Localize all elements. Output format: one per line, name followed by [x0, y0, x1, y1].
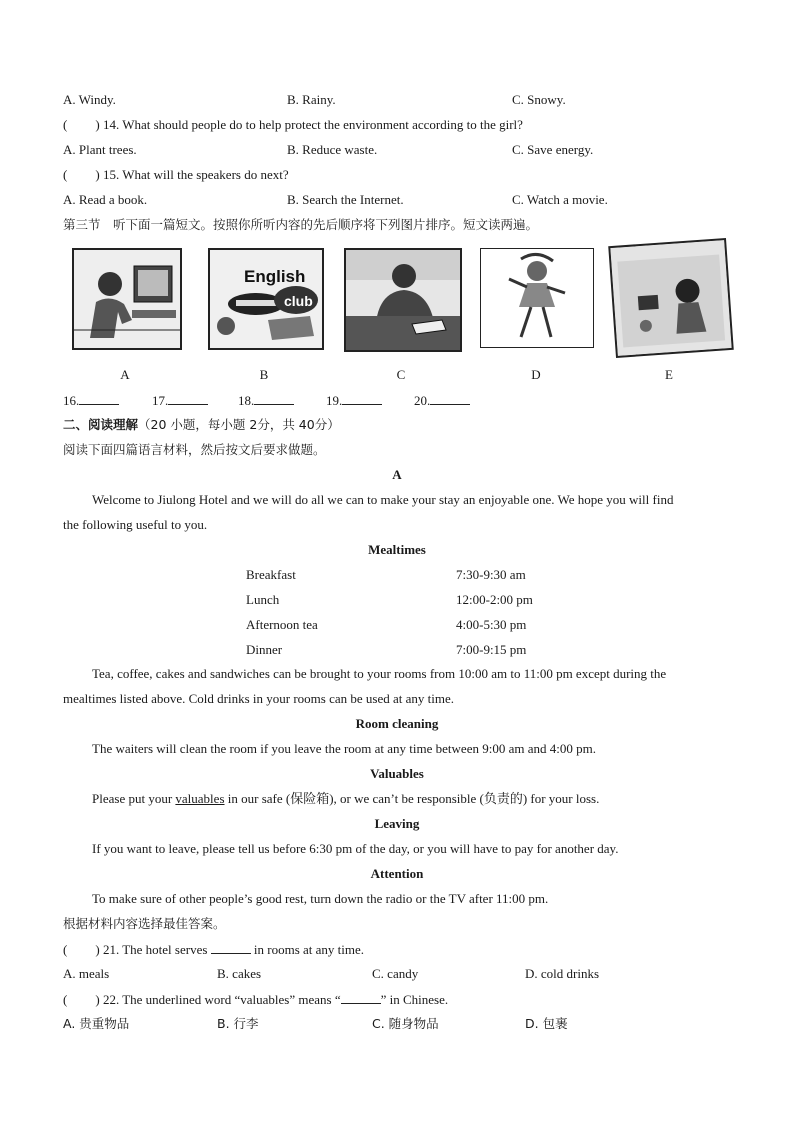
- q22-blank[interactable]: [341, 991, 381, 1004]
- room-cleaning-heading: Room cleaning: [355, 716, 439, 731]
- q15-option-a: A. Read a book.: [63, 192, 148, 207]
- q21-blank[interactable]: [211, 941, 251, 954]
- picture-label-e: E: [665, 367, 673, 382]
- meal-time: 4:00-5:30 pm: [456, 617, 527, 632]
- attention-heading: Attention: [370, 866, 424, 881]
- picture-e-girl-drawing: [608, 238, 734, 358]
- meals-note-line2: mealtimes listed above. Cold drinks in your rooms can be used at any time.: [63, 691, 455, 706]
- picture-d-dancer: [480, 248, 594, 348]
- valuables-heading: Valuables: [370, 766, 424, 781]
- q21-option-a: A. meals: [63, 966, 110, 981]
- q14-text: 14. What should people do to help protect the environment according to the girl?: [102, 117, 523, 132]
- room-cleaning-text: The waiters will clean the room if you leave the room at any time between 9:00 am and 4:00 pm.: [92, 741, 596, 756]
- meal-time: 12:00-2:00 pm: [456, 592, 533, 607]
- answer-18: 18.: [238, 392, 294, 409]
- answer-paren-open: (: [63, 167, 68, 182]
- answer-blank[interactable]: [342, 392, 382, 405]
- q13-option-b: B. Rainy.: [287, 92, 336, 107]
- passage-intro-line2: the following useful to you.: [63, 517, 208, 532]
- meals-note-line1: Tea, coffee, cakes and sandwiches can be brought to your rooms from 10:00 am to 11:00 pm except during the: [92, 666, 667, 681]
- picture-c-man-reading: [344, 248, 462, 352]
- mealtimes-heading: Mealtimes: [368, 542, 426, 557]
- q15-question: [63, 167, 289, 183]
- q22-question: ( ) 22. The underlined word “valuables” means “ ” in Chinese.: [63, 992, 449, 1007]
- section3-title: 第三节 听下面一篇短文。按照你所听内容的先后顺序将下列图片排序。短文读两遍。: [63, 217, 539, 232]
- answer-blank[interactable]: [430, 392, 470, 405]
- meal-time: 7:30-9:30 am: [456, 567, 526, 582]
- underlined-word: valuables: [175, 791, 225, 806]
- q22-option-c: C. 随身物品: [372, 1016, 439, 1031]
- leaving-heading: Leaving: [374, 816, 420, 831]
- answer-paren-open: (: [63, 117, 68, 132]
- q15-option-b: B. Search the Internet.: [287, 192, 404, 207]
- q14-option-a: A. Plant trees.: [63, 142, 137, 157]
- part2-title: 二、阅读理解: [63, 417, 139, 432]
- picture-label-c: C: [396, 367, 406, 382]
- q14-question: [63, 117, 523, 133]
- meal-time: 7:00-9:15 pm: [456, 642, 527, 657]
- meal-name: Lunch: [246, 592, 280, 607]
- meal-name: Afternoon tea: [246, 617, 318, 632]
- meal-name: Breakfast: [246, 567, 296, 582]
- choose-instruction: 根据材料内容选择最佳答案。: [63, 916, 226, 931]
- picture-b-english-club: [208, 248, 324, 350]
- q22-option-a: A. 贵重物品: [63, 1016, 130, 1031]
- answer-17: 17.: [152, 392, 208, 409]
- passage-label: A: [392, 467, 402, 482]
- passage-intro-line1: Welcome to Jiulong Hotel and we will do all we can to make your stay an enjoyable one. We hope you will find: [92, 492, 674, 507]
- answer-blank[interactable]: [79, 392, 119, 405]
- answer-paren-close: ): [95, 117, 100, 132]
- q13-option-a: A. Windy.: [63, 92, 116, 107]
- meal-name: Dinner: [246, 642, 283, 657]
- picture-label-b: B: [259, 367, 269, 382]
- leaving-text: If you want to leave, please tell us before 6:30 pm of the day, or you will have to pay for another day.: [92, 841, 619, 856]
- part2-heading: [63, 417, 340, 433]
- attention-text: To make sure of other people’s good rest, turn down the radio or the TV after 11:00 pm.: [92, 891, 549, 906]
- part2-instruction: 阅读下面四篇语言材料，然后按文后要求做题。: [63, 442, 326, 457]
- picture-label-d: D: [531, 367, 541, 382]
- q22-option-d: D. 包裹: [525, 1016, 568, 1031]
- q21-option-c: C. candy: [372, 966, 419, 981]
- answer-paren-close: ): [95, 167, 100, 182]
- q21-question: ( ) 21. The hotel serves in rooms at any time.: [63, 942, 365, 957]
- valuables-text: Please put your valuables in our safe (保险箱), or we can’t be responsible (负责的) for your loss.: [92, 791, 600, 806]
- answer-20: 20.: [414, 392, 470, 409]
- answer-blank[interactable]: [254, 392, 294, 405]
- answer-19: 19.: [326, 392, 382, 409]
- picture-a-computer-boy: [72, 248, 182, 350]
- q15-option-c: C. Watch a movie.: [512, 192, 608, 207]
- part2-note: （20 小题，每小题 2分，共 40分）: [138, 417, 340, 432]
- picture-label-a: A: [120, 367, 130, 382]
- q21-option-b: B. cakes: [217, 966, 262, 981]
- q13-option-c: C. Snowy.: [512, 92, 566, 107]
- answer-blank[interactable]: [168, 392, 208, 405]
- q21-option-d: D. cold drinks: [525, 966, 600, 981]
- q15-text: 15. What will the speakers do next?: [102, 167, 289, 182]
- q14-option-c: C. Save energy.: [512, 142, 594, 157]
- q14-option-b: B. Reduce waste.: [287, 142, 378, 157]
- q22-option-b: B. 行李: [217, 1016, 259, 1031]
- picture-b-english-text: English: [244, 267, 306, 286]
- picture-b-club-text: club: [284, 293, 313, 309]
- answer-16: 16.: [63, 392, 119, 409]
